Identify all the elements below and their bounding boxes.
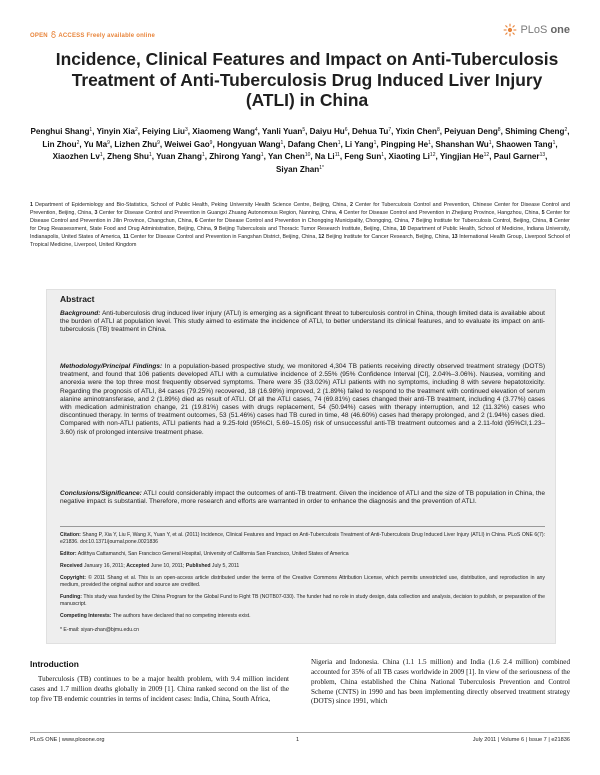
author-affiliation-mark: 1 — [337, 139, 341, 146]
affiliation-text: Center for Disease Control and Prevention in Chongqing Municipality, Chongqing, China, — [199, 218, 410, 225]
abstract-methods — [60, 363, 545, 437]
conclusions-text: ATLI could considerably impact the outcomes of anti-TB treatment. Given the incidence of ATLI and the size of TB population in China, the negative impact is substantial. Therefore, more research and efforts are warranted in order to enhance the diagnosis and the prevention of ATLI. — [60, 490, 545, 506]
author-name: Paul Garner — [493, 152, 540, 162]
author-affiliation-mark: 1 — [381, 152, 385, 159]
author-affiliation-mark: 1 — [148, 152, 152, 159]
author-affiliation-mark: 3 — [184, 127, 188, 133]
editor-label: Editor: — [60, 551, 77, 557]
citation — [60, 532, 545, 546]
author-list: Penghui Shang$^1$, Yinyin Xia$^2$, Feiying Liu$^3$, Xiaomeng Wang$^4$, Yanli Yuan$^5$, Daiyu Hu$^6$, Dehua Tu$^7$, Yixin Chen$^8$, Peiyuan Deng$^8$, Shiming Cheng$^2$, Lin Zhou$^2$, Yu Ma$^9$, Lizhen Zhu$^9$, Weiwei Gao$^9$, Hongyuan Wang$^1$, Dafang Chen$^1$, Li Yang$^1$, Pingping He$^1$, Shanshan Wu$^1$, Shaowen Tang$^1$, Xiaozhen Lv$^1$, Zheng Shu$^1$, Yuan Zhang$^1$, Zhirong Yang$^1$, Yan Chen$^{10}$, Na Li$^{11}$, Feng Sun$^1$, Xiaoting Li$^{12}$, Yingjian He$^{12}$, Paul Garner$^{13}$, Siyan Zhan$^{1*}$ — [30, 127, 570, 174]
author-affiliation-mark: 5 — [302, 127, 306, 133]
journal-logo — [503, 23, 570, 37]
author — [381, 140, 431, 149]
author — [262, 127, 305, 136]
affiliation-number: 6 — [194, 218, 198, 225]
funding — [60, 594, 545, 608]
affiliation-number: 2 — [350, 202, 353, 208]
affiliations — [30, 201, 570, 249]
affiliation-text: International Health Group, Liverpool School of Tropical Medicine, Liverpool, United Kingdom — [30, 234, 570, 249]
author-affiliation-mark: 1 — [428, 139, 431, 146]
affiliation-text: Beijing Institute for Cancer Research, Beijing, China, — [325, 234, 451, 241]
accepted-date: June 10, 2011; — [150, 563, 185, 569]
author-affiliation-mark: 1 — [99, 152, 103, 159]
article-title: Incidence, Clinical Features and Impact on Anti-Tuberculosis Treatment of Anti-Tuberculosis Drug Induced Liver Injury (ATLI) in China — [55, 49, 559, 110]
author — [114, 140, 160, 149]
author-name: Hongyuan Wang — [216, 139, 281, 149]
competing-text: The authors have declared that no competing interests exist. — [112, 613, 251, 619]
author-name: Dehua Tu — [352, 127, 389, 136]
author-affiliation-mark: 1 — [373, 139, 377, 146]
author-name: Lizhen Zhu — [114, 139, 158, 149]
methods-label: Methodology/Principal Findings: — [60, 363, 163, 370]
author — [268, 152, 310, 161]
author — [440, 152, 489, 161]
citation-text: Shang P, Xia Y, Liu F, Wang X, Yuan Y, et al. (2011) Incidence, Clinical Features and Impact on Anti-Tuberculosis Treatment of Anti-Tuberculosis Drug Induced Liver Injury (ATLI) in China. PLoS ONE 6(7): e21836. doi:10.1371/journal.pone.0021836 — [60, 532, 545, 545]
plos-logo-icon — [503, 23, 517, 37]
author-name: Pingping He — [380, 139, 429, 149]
logo-plos: PLoS — [520, 24, 548, 36]
footer-divider — [30, 732, 570, 733]
author-affiliation-mark: 11 — [334, 152, 340, 159]
author-name: Weiwei Gao — [164, 139, 210, 149]
affiliation-number: 8 — [549, 218, 553, 225]
affiliation-number: 9 — [214, 226, 218, 233]
editor-text: Adithya Cattamanchi, San Francisco General Hospital, University of California San Francisco, United States of America — [77, 551, 349, 557]
affiliation-number: 3 — [94, 210, 98, 217]
author — [142, 127, 188, 136]
author-affiliation-mark: 4 — [254, 127, 258, 133]
email: * E-mail: siyan-zhan@bjmu.edu.cn — [60, 627, 139, 633]
affiliation-number: 12 — [318, 234, 325, 241]
received-date: January 16, 2011; — [84, 563, 125, 569]
author-affiliation-mark: 9 — [209, 139, 213, 146]
author-name: Xiaoting Li — [388, 152, 430, 162]
author-name: Na Li — [314, 152, 335, 162]
divider — [60, 526, 545, 527]
author-affiliation-mark: 1 — [552, 139, 556, 146]
affiliation-text: Center for Disease Control and Prevention in Jilin Province, Changchun, China, — [30, 210, 570, 225]
open-access-lock-icon — [51, 31, 56, 38]
affiliation-text: Beijing Tuberculosis and Thoracic Tumor Research Institute, Beijing, China, — [218, 226, 399, 233]
author — [97, 127, 138, 136]
affiliation-text: Center for Disease Control and Prevention in Guangxi Zhuang Autonomous Region, Nanning, China, — [99, 210, 338, 217]
author-affiliation-mark: 13 — [539, 152, 546, 159]
author — [444, 127, 500, 136]
author — [84, 140, 110, 149]
editor — [60, 551, 545, 558]
author-affiliation-mark: 1 — [201, 152, 205, 159]
affiliation-text: Center for Drug Reassessment, State Food and Drug Administration, Beijing, China, — [30, 218, 570, 233]
author — [42, 140, 79, 149]
logo-one: one — [550, 24, 570, 36]
affiliation-number: 10 — [399, 226, 406, 233]
author-name: Zheng Shu — [107, 152, 149, 162]
author — [315, 152, 340, 161]
author-name: Xiaozhen Lv — [52, 152, 100, 162]
author-name: Siyan Zhan — [276, 164, 320, 174]
affiliation-number: 11 — [123, 234, 129, 241]
conclusions-label: Conclusions/Significance: — [60, 490, 142, 497]
author-name: Yingjian He — [439, 152, 484, 162]
copyright-label: Copyright: — [60, 575, 86, 581]
author-name: Peiyuan Deng — [444, 127, 498, 136]
author-name: Yuan Zhang — [156, 152, 202, 162]
affiliation-text: Department of Epidemiology and Bio-Statistics, School of Public Health, Peking University Health Science Centre, Beijing, China, — [35, 202, 348, 208]
author-name: Feng Sun — [344, 152, 382, 162]
affiliation-text: Center for Disease Control and Prevention in Fangshan District, Beijing, China, — [130, 234, 317, 241]
abstract-background — [60, 310, 545, 335]
published-date: July 5, 2011 — [211, 563, 240, 569]
affiliation-text: Center for Tuberculosis Control and Prevention, Chinese Center for Disease Control and Prevention, Beijing, China, — [30, 202, 570, 217]
author — [310, 127, 348, 136]
author-affiliation-mark: 7 — [388, 127, 392, 133]
author-name: Shanshan Wu — [435, 139, 489, 149]
abstract-box — [46, 289, 556, 644]
open-label: OPEN — [30, 33, 48, 39]
author-name: Penghui Shang — [30, 127, 90, 136]
author-affiliation-mark: 1* — [319, 164, 324, 171]
footer-issue: July 2011 | Volume 6 | Issue 7 | e21836 — [472, 737, 570, 743]
author-name: Zhirong Yang — [209, 152, 261, 162]
intro-left-column: Tuberculosis (TB) continues to be a major health problem, with 9.4 million incident cases and 1.7 million deaths globally in 2009 [1]. China ranked second on the list of the top five TB endemic countries in terms of incident cases: India, China, South Africa, — [30, 675, 289, 703]
dates — [60, 563, 545, 570]
journal-logo-text — [520, 24, 570, 36]
author-name: Dafang Chen — [287, 139, 338, 149]
author-name: Daiyu Hu — [309, 127, 345, 136]
accepted-label: Accepted — [126, 563, 150, 569]
author-affiliation-mark: 1 — [488, 139, 492, 146]
abstract-heading: Abstract — [60, 294, 95, 304]
author-name: Yan Chen — [267, 152, 305, 162]
author — [107, 152, 152, 161]
author-name: Yixin Chen — [395, 127, 437, 136]
author-affiliation-mark: 1 — [260, 152, 264, 159]
footer-journal: PLoS ONE | www.plosone.org — [30, 737, 105, 743]
open-access-banner — [30, 31, 155, 39]
methods-text: In a population-based prospective study, we monitored 4,304 TB patients receiving directly observed treatment strategy (DOTS) treatment, and found that 106 patients developed ATLI with a cumulative incidence of 2.55% (95% Confidence Interval [CI], 2.04%–3.06%). Nausea, vomiting and anorexia were the top three most frequently observed symptoms. There were 35 (33.02%) ATLI patients with no symptoms, including 8 with severe hepatotoxicity. Regarding the prognosis of ATLI, 84 cases (79.25%) recovered, 18 (16.98%) improved, 2 (1.89%) failed to respond to the treatment with continued elevation of serum alanine aminotransferase, and 2 (1.89%) died as result of ATLI. Of all the ATLI cases, 74 (69.81%) cases changed their anti-TB treatment, including 4 (3.77%) cases with medication administration change, 21 (19.81%) cases with drugs replacement, 54 (50.94%) cases with therapy interruption, and 12 (11.32%) cases who discontinued therapy. In terms of treatment outcomes, 53 (51.46%) cases had TB cured in time, 48 (46.60%) cases had therapy prolonged, and 2 (1.94%) cases died. Compared with non-ATLI patients, ATLI patients had a 9.25-fold (95%CI, 5.69–15.05) risk of unsuccessful anti-TB treatment outcomes and a 2.11-fold (95%CI,1.23–3.60) risk of prolonged intensive treatment phase. — [60, 363, 545, 436]
access-label: ACCESS — [58, 33, 85, 39]
copyright — [60, 575, 545, 589]
author — [352, 127, 391, 136]
author — [344, 152, 384, 161]
author-affiliation-mark: 2 — [564, 127, 568, 133]
author — [192, 127, 257, 136]
author-name: Yinyin Xia — [96, 127, 135, 136]
author-affiliation-mark: 1 — [89, 127, 93, 133]
author-name: Yu Ma — [83, 139, 108, 149]
copyright-text: © 2011 Shang et al. This is an open-access article distributed under the terms of the Creative Commons Attribution License, which permits unrestricted use, distribution, and reproduction in any medium, provided the original author and source are credited. — [60, 575, 545, 588]
background-label: Background: — [60, 310, 101, 317]
author-name: Li Yang — [344, 139, 374, 149]
author — [288, 140, 341, 149]
citation-label: Citation: — [60, 532, 81, 538]
author — [345, 140, 376, 149]
intro-right-column: Nigeria and Indonesia. China (1.1 1.5 million) and India (1.6 2.4 million) combined accounted for 35% of all TB cases worldwide in 2009 [1]. In view of the seriousness of the problem, China established the China National Tuberculosis Prevention and Control Scheme (CNTS) in 1990 and has been implementing directly observed treatment strategy (DOTS) since 1991, which — [311, 658, 570, 706]
affiliation-number: 13 — [451, 234, 458, 241]
author — [209, 152, 263, 161]
affiliation-text: Beijing Institute for Tuberculosis Control, Beijing, China, — [415, 218, 548, 225]
author-name: Yanli Yuan — [262, 127, 303, 136]
author-affiliation-mark: 9 — [107, 139, 110, 146]
author-affiliation-mark: 9 — [157, 139, 160, 146]
author-affiliation-mark: 1 — [280, 139, 284, 146]
published-label: Published — [185, 563, 211, 569]
author — [395, 127, 439, 136]
funding-label: Funding: — [60, 594, 82, 600]
page-number: 1 — [296, 737, 300, 743]
author-affiliation-mark: 10 — [304, 152, 311, 159]
author-name: Shaowen Tang — [496, 139, 553, 149]
author — [496, 140, 555, 149]
author-affiliation-mark: 8 — [436, 127, 440, 133]
author-affiliation-mark: 12 — [429, 152, 436, 159]
author — [31, 127, 93, 136]
funding-text: This study was funded by the China Program for the Global Fund to Fight TB (NOTB07-030). The funder had no role in study design, data collection and analysis, decision to publish, or preparation of the manuscript. — [60, 594, 545, 607]
author — [217, 140, 283, 149]
author — [276, 165, 324, 174]
author — [435, 140, 491, 149]
author-affiliation-mark: 2 — [76, 139, 80, 146]
author — [156, 152, 205, 161]
competing-label: Competing Interests: — [60, 613, 112, 619]
author-name: Shiming Cheng — [505, 127, 565, 136]
author — [494, 152, 545, 161]
affiliation-text: Center for Disease Control and Prevention in Zhejiang Province, Hangzhou, China, — [343, 210, 540, 217]
author — [505, 127, 567, 136]
affiliation-text: Department of Public Health, School of Medicine, Indiana University, Indianapolis, United States of America, — [30, 226, 570, 241]
author-name: Lin Zhou — [42, 139, 77, 149]
author-name: Xiaomeng Wang — [192, 127, 255, 136]
author-affiliation-mark: 12 — [483, 152, 490, 159]
competing-interests — [60, 613, 545, 620]
affiliation-number: 4 — [338, 210, 342, 217]
affiliation-number: 1 — [30, 202, 33, 208]
author — [389, 152, 436, 161]
background-text: Anti-tuberculosis drug induced liver injury (ATLI) is emerging as a significant threat to tuberculosis control in China, though limited data is available about the burden of ATLI at population level. This study aimed to estimate the incidence of ATLI, to better understand its clinical features, and to evaluate its impact on anti-tuberculosis (TB) treatment in China. — [60, 310, 545, 334]
author-affiliation-mark: 8 — [497, 127, 501, 133]
introduction-heading: Introduction — [30, 659, 79, 669]
freely-available-label: Freely available online — [86, 33, 156, 39]
author-affiliation-mark: 6 — [344, 127, 348, 133]
received-label: Received — [60, 563, 83, 569]
author — [53, 152, 103, 161]
author-name: Feiying Liu — [142, 127, 185, 136]
author-affiliation-mark: 2 — [134, 127, 138, 133]
abstract-conclusions — [60, 490, 545, 506]
affiliation-number: 5 — [541, 210, 545, 217]
affiliation-number: 7 — [411, 218, 415, 225]
author — [164, 140, 212, 149]
